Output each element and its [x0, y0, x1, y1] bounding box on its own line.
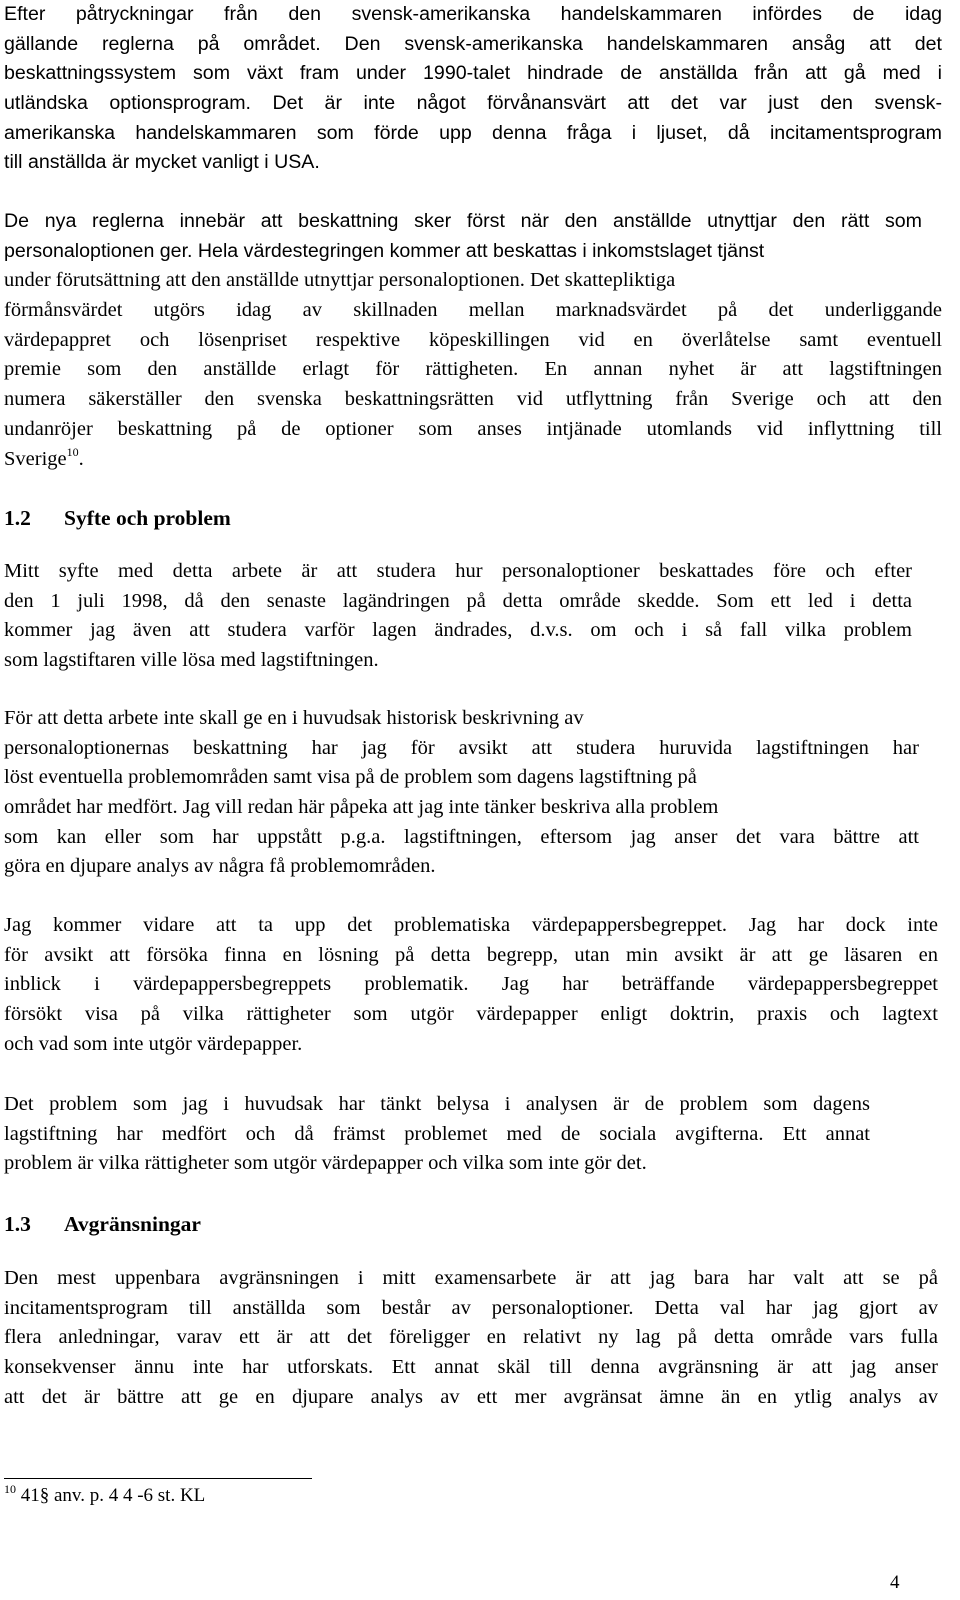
paragraph-analysis [4, 1090, 870, 1179]
text-line: göra en djupare analys av några få problemområden. [4, 855, 436, 878]
paragraph-delimitations [4, 1264, 938, 1412]
text-line: inblick i värdepappersbegreppets problematik. Jag har beträffande värdepappersbegreppet [4, 973, 938, 996]
text-fragment: Sverige [4, 447, 67, 470]
text-line: amerikanska handelskammaren som förde upp denna fråga i ljuset, då incitamentsprogram [4, 121, 942, 144]
section-heading [4, 1209, 201, 1239]
footnote-reference: 10 [66, 444, 79, 459]
text-line: Den mest uppenbara avgränsningen i mitt examensarbete är att jag bara har valt att se på [4, 1267, 938, 1289]
text-line: Mitt syfte med detta arbete är att studera hur personaloptioner beskattades före och efter [4, 560, 912, 582]
footnote-text: 41§ anv. p. 4 4 -6 st. KL [20, 1485, 206, 1506]
text-line: problem är vilka rättigheter som utgör värdepapper och vilka som inte gör det. [4, 1152, 647, 1175]
text-line: försökt visa på vilka rättigheter som utgör värdepapper enligt doktrin, praxis och lagtext [4, 1003, 938, 1026]
text-line: värdepappret och lösenpriset respektive köpeskillingen vid en överlåtelse samt eventuell [4, 328, 942, 351]
text-line: som lagstiftaren ville lösa med lagstiftningen. [4, 649, 379, 672]
text-line: numera säkerställer den svenska beskattningsrätten vid utflyttning från Sverige och att den [4, 388, 942, 411]
text-line: att det är bättre att ge en djupare analys av ett mer avgränsat ämne än en ytlig analys av [4, 1385, 938, 1408]
text-line: personaloptionernas beskattning har jag för avsikt att studera huruvida lagstiftningen har [4, 736, 919, 759]
text-line: området har medfört. Jag vill redan här påpeka att jag inte tänker beskriva alla problem [4, 796, 719, 819]
text-line: personaloptionen ger. Hela värdestegringen kommer att beskattas i inkomstslaget tjänst [4, 239, 765, 262]
section-number: 1.2 [4, 506, 31, 530]
section-title: Syfte och problem [64, 506, 231, 530]
text-line: De nya reglerna innebär att beskattning sker först när den anställde utnyttjar den rätt som [4, 210, 922, 232]
text-line: löst eventuella problemområden samt visa på de problem som dagens lagstiftning på [4, 766, 697, 789]
text-line: utländska optionsprogram. Det är inte något förvånansvärt att det var just den svensk- [4, 92, 942, 115]
text-line: gällande reglerna på området. Den svensk-amerikanska handelskammaren ansåg att det [4, 32, 942, 55]
text-line: för avsikt att försöka finna en lösning på detta begrepp, utan min avsikt är att ge läsaren en [4, 943, 938, 966]
text-line: den 1 juli 1998, då den senaste lagändringen på detta område skedde. Som ett led i detta [4, 589, 912, 612]
text-line: konsekvenser ännu inte har utforskats. Ett annat skäl till denna avgränsning är att jag anser [4, 1356, 938, 1379]
paragraph-new-rules [4, 207, 922, 266]
text-line: lagstiftning har medfört och då främst problemet med de sociala avgifterna. Ett annat [4, 1122, 870, 1145]
text-line: flera anledningar, varav ett är att det föreligger en relativt ny lag på detta område vars fulla [4, 1326, 938, 1349]
text-line: kommer jag även att studera varför lagen ändrades, d.v.s. om och i så fall vilka problem [4, 619, 912, 642]
text-line: Jag kommer vidare att ta upp det problematiska värdepappersbegreppet. Jag har dock inte [4, 914, 938, 936]
text-line: till anställda är mycket vanligt i USA. [4, 151, 320, 174]
text-line: undanröjer beskattning på de optioner som anses intjänade utomlands vid inflyttning till [4, 417, 942, 440]
section-title: Avgränsningar [64, 1212, 201, 1236]
text-line: beskattningssystem som växt fram under 1990-talet hindrade de anställda från att gå med i [4, 62, 942, 85]
text-line: För att detta arbete inte skall ge en i huvudsak historisk beskrivning av [4, 707, 584, 729]
paragraph-new-rules-cont [4, 266, 942, 474]
text-line: under förutsättning att den anställde utnyttjar personaloptionen. Det skattepliktiga [4, 269, 676, 292]
footnote-separator [4, 1478, 312, 1479]
text-line: premie som den anställde erlagt för rättigheten. En annan nyhet är att lagstiftningen [4, 358, 942, 381]
paragraph-scope [4, 704, 919, 882]
footnote [4, 1484, 205, 1508]
text-line-with-footnote [4, 445, 942, 475]
section-heading [4, 503, 231, 533]
paragraph-purpose [4, 557, 912, 676]
text-line: incitamentsprogram till anställda som består av personaloptioner. Detta val har jag gjort av [4, 1296, 938, 1319]
text-fragment: . [78, 447, 84, 470]
text-line: Det problem som jag i huvudsak har tänkt belysa i analysen är de problem som dagens [4, 1093, 870, 1115]
paragraph-intro [4, 0, 942, 178]
text-line: och vad som inte utgör värdepapper. [4, 1032, 303, 1055]
text-line: Efter påtryckningar från den svensk-amerikanska handelskammaren infördes de idag [4, 3, 942, 25]
text-line: förmånsvärdet utgörs idag av skillnaden mellan marknadsvärdet på det underliggande [4, 299, 942, 322]
section-number: 1.3 [4, 1212, 31, 1236]
page-number: 4 [890, 1572, 900, 1593]
footnote-number: 10 [4, 1482, 16, 1496]
text-line: som kan eller som har uppstått p.g.a. lagstiftningen, eftersom jag anser det vara bättre att [4, 825, 919, 848]
paragraph-securities [4, 911, 938, 1059]
